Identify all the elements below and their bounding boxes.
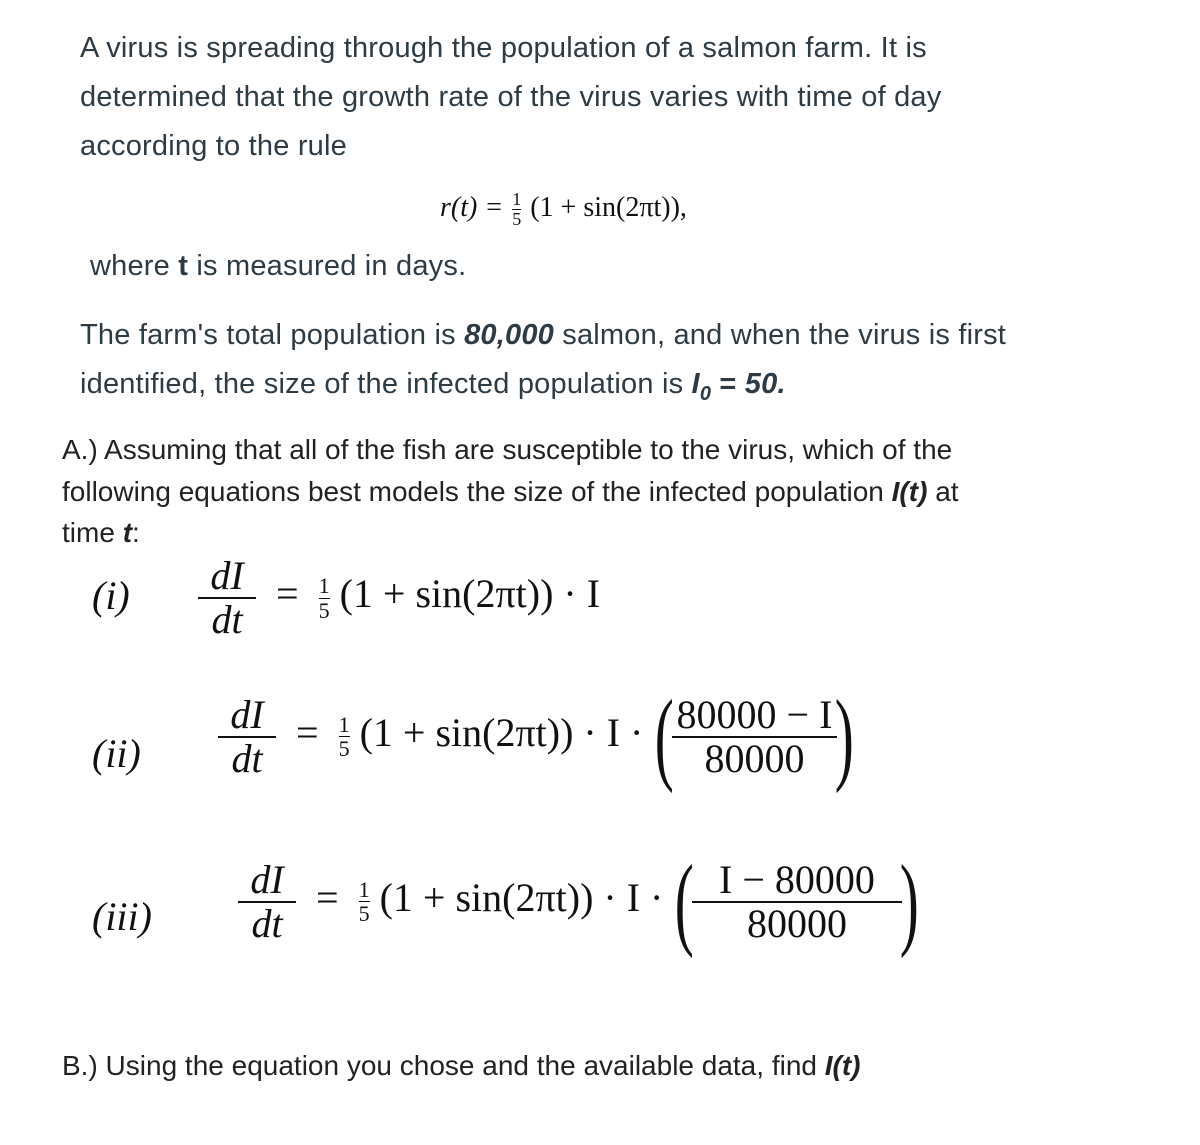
infected-prefix: identified, the size of the infected population is bbox=[80, 368, 692, 400]
equals-ii: = bbox=[296, 709, 319, 755]
part-b-prefix: B.) Using the equation you chose and the available data, find bbox=[62, 1050, 825, 1081]
part-a-line-2-prefix: following equations best models the size of the infected population bbox=[62, 476, 892, 507]
population-total: 80,000 bbox=[464, 319, 554, 351]
coef-ii bbox=[339, 713, 350, 760]
coef-den-i: 5 bbox=[318, 597, 330, 623]
close-paren-ii: ) bbox=[834, 679, 854, 794]
coef-den-iii: 5 bbox=[358, 901, 370, 927]
part-b-line bbox=[62, 1050, 861, 1082]
rate-formula-lhs: r(t) = bbox=[440, 191, 504, 223]
where-var: t bbox=[178, 250, 189, 282]
coef-i bbox=[319, 574, 330, 621]
body-i: (1 + sin(2πt)) · I bbox=[339, 571, 601, 617]
deriv-num-iii: dI bbox=[250, 856, 284, 902]
infected-val: 50. bbox=[744, 368, 786, 400]
rate-frac-den: 5 bbox=[512, 208, 522, 229]
infected-eq: = bbox=[711, 368, 745, 400]
intro-line-1: A virus is spreading through the population of a salmon farm. It is bbox=[80, 32, 927, 64]
derivative-iii bbox=[238, 856, 296, 946]
rate-formula bbox=[440, 190, 687, 229]
derivative-i bbox=[198, 555, 256, 641]
deriv-num-ii: dI bbox=[230, 691, 264, 737]
open-paren-ii: ( bbox=[655, 679, 675, 794]
part-a-var: I(t) bbox=[891, 476, 928, 507]
intro-line-2: determined that the growth rate of the virus varies with time of day bbox=[80, 81, 942, 113]
rate-frac-num: 1 bbox=[512, 189, 522, 209]
population-prefix: The farm's total population is bbox=[80, 319, 465, 351]
intro-line-3: according to the rule bbox=[80, 130, 347, 162]
part-a-line-1: A.) Assuming that all of the fish are susceptible to the virus, which of the bbox=[62, 434, 953, 465]
body-iii: (1 + sin(2πt)) · I · bbox=[379, 874, 664, 920]
label-i: (i) bbox=[92, 573, 130, 618]
rate-formula-rhs: (1 + sin(2πt)), bbox=[530, 191, 687, 223]
logistic-den-ii: 80000 bbox=[704, 735, 805, 781]
population-line-2 bbox=[80, 368, 786, 406]
equation-iii bbox=[238, 844, 927, 959]
part-a-line-3-suffix: : bbox=[132, 517, 140, 548]
equation-i bbox=[198, 555, 600, 641]
where-prefix: where bbox=[90, 250, 179, 282]
part-a-line-3-prefix: time bbox=[62, 517, 123, 548]
equals-iii: = bbox=[316, 874, 339, 920]
part-a-line-3 bbox=[62, 517, 140, 549]
population-suffix: salmon, and when the virus is first bbox=[554, 319, 1007, 351]
deriv-num-i: dI bbox=[210, 553, 244, 598]
deriv-den-iii: dt bbox=[251, 900, 283, 946]
coef-num-iii: 1 bbox=[358, 877, 370, 903]
coef-num-ii: 1 bbox=[338, 712, 350, 738]
close-paren-iii: ) bbox=[899, 844, 919, 959]
population-line-1 bbox=[80, 319, 1006, 352]
part-a-line-2 bbox=[62, 476, 959, 508]
logistic-num-ii: 80000 − I bbox=[676, 691, 833, 737]
coef-den-ii: 5 bbox=[338, 736, 350, 762]
option-label-ii bbox=[92, 730, 141, 777]
rate-formula-fraction bbox=[512, 190, 521, 229]
logistic-den-iii: 80000 bbox=[747, 900, 847, 946]
body-ii: (1 + sin(2πt)) · I · bbox=[359, 709, 644, 755]
option-label-i bbox=[92, 572, 130, 619]
infected-sub: 0 bbox=[699, 382, 712, 405]
where-suffix: is measured in days. bbox=[188, 250, 467, 282]
logistic-frac-iii bbox=[692, 856, 902, 946]
label-iii: (iii) bbox=[92, 894, 152, 939]
option-label-iii bbox=[92, 893, 152, 940]
equals-i: = bbox=[276, 571, 299, 617]
part-b-var: I(t) bbox=[824, 1050, 861, 1081]
open-paren-iii: ( bbox=[675, 844, 695, 959]
deriv-den-i: dt bbox=[211, 597, 243, 642]
coef-iii bbox=[359, 878, 370, 925]
label-ii: (ii) bbox=[92, 731, 141, 776]
infected-var: I bbox=[691, 368, 700, 400]
logistic-num-iii: I − 80000 bbox=[719, 856, 875, 902]
where-line bbox=[90, 250, 466, 283]
deriv-den-ii: dt bbox=[231, 735, 263, 781]
logistic-frac-ii bbox=[672, 691, 837, 781]
coef-num-i: 1 bbox=[318, 573, 330, 599]
equation-ii bbox=[218, 679, 862, 794]
part-a-t-var: t bbox=[122, 517, 133, 548]
part-a-line-2-suffix: at bbox=[927, 476, 959, 507]
derivative-ii bbox=[218, 691, 276, 781]
